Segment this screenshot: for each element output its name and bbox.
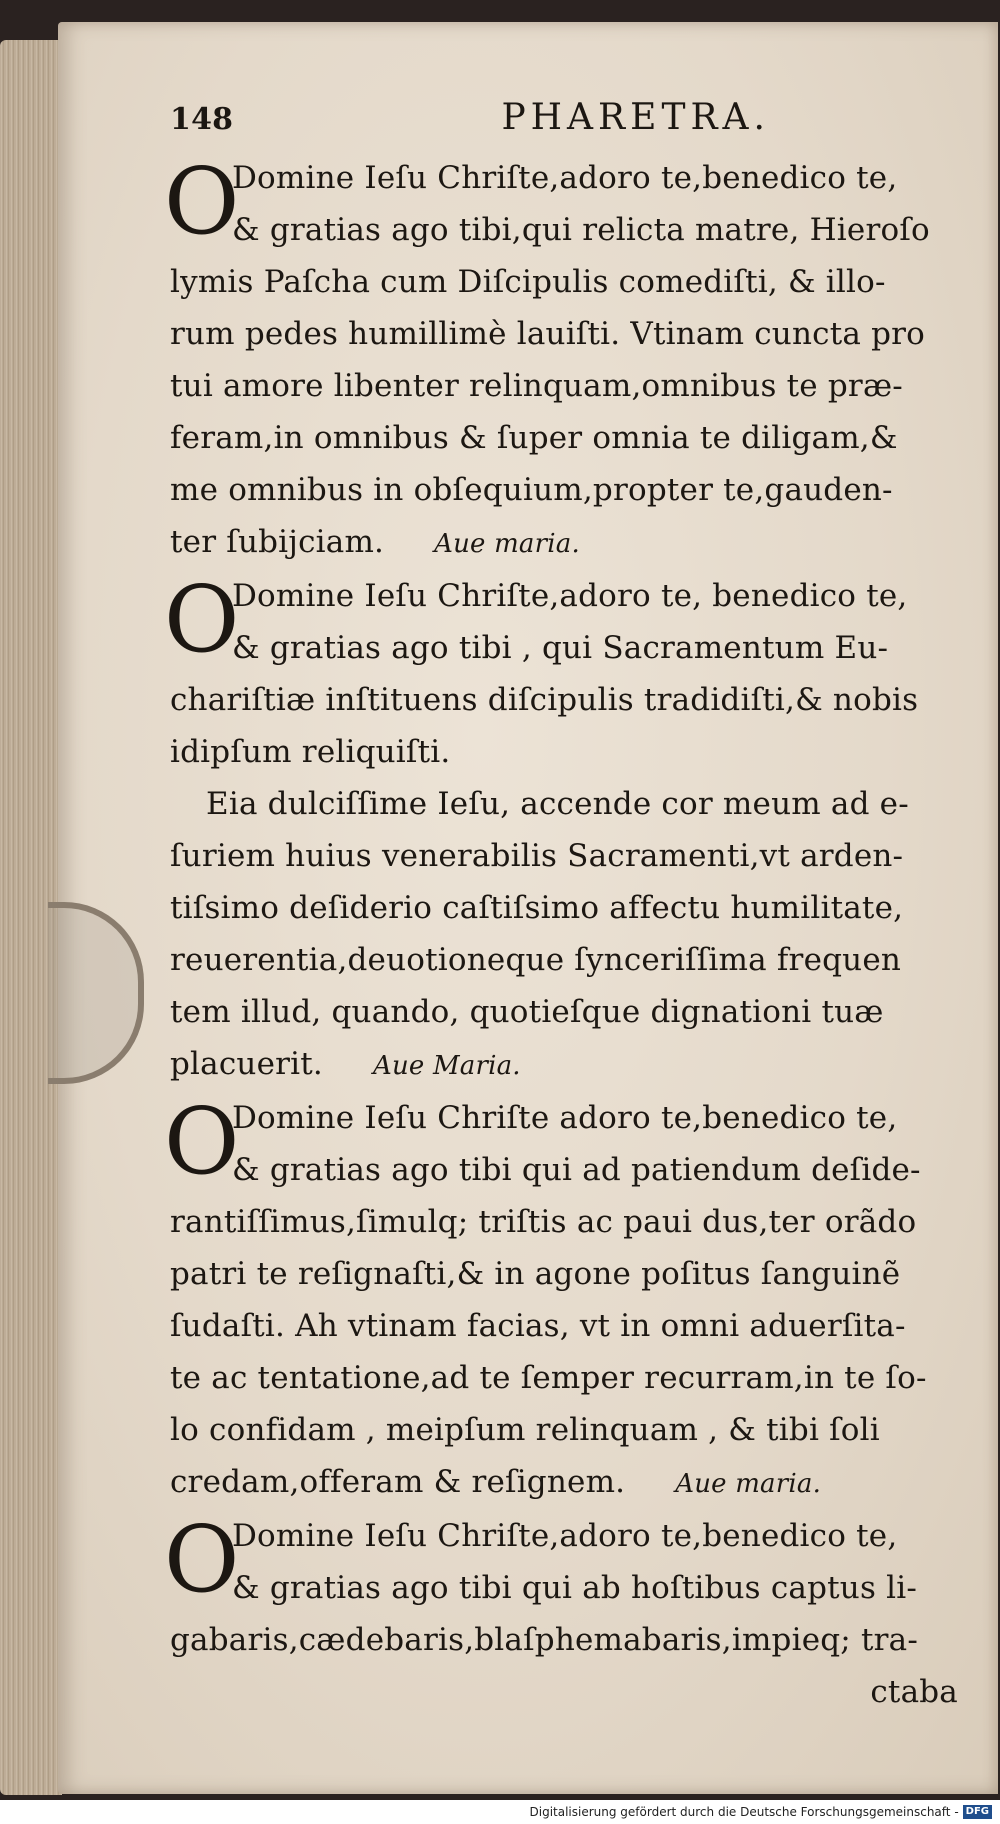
text-line: reuerentia,deuotioneque ſynceriſſima frequen [170, 942, 902, 978]
text-line: tui amore libenter relinquam,omnibus te præ- [170, 368, 903, 404]
text-line-with-refrain [170, 516, 970, 570]
ave-maria-refrain: Aue Maria. [372, 1051, 521, 1081]
text-line: rantiſſimus,ſimulq; triſtis ac paui dus,ter orãdo [170, 1204, 917, 1240]
funding-credit: Digitalisierung gefördert durch die Deutsche Forschungsgemeinschaft - [529, 1805, 959, 1819]
text-line: & gratias ago tibi qui ad patiendum deſide- [232, 1152, 921, 1188]
text-line: ſuriem huius venerabilis Sacramenti,vt arden- [170, 838, 904, 874]
text-line: ter ſubijciam. [170, 524, 385, 560]
prayer-1 [164, 148, 970, 570]
ave-maria-refrain: Aue maria. [675, 1469, 822, 1499]
text-line: tiſsimo deſiderio caſtiſsimo affectu humilitate, [170, 890, 904, 926]
digitization-footer [0, 1800, 1000, 1824]
text-line: tem illud, quando, quotieſque dignationi tuæ [170, 994, 884, 1030]
text-line: lo confidam , meipſum relinquam , & tibi ſoli [170, 1412, 880, 1448]
text-line: idipſum reliquiſti. [170, 734, 451, 770]
text-line: lymis Paſcha cum Diſcipulis comediſti, & illo- [170, 264, 886, 300]
page-text [164, 92, 970, 1718]
text-line: te ac tentatione,ad te ſemper recurram,in te ſo- [170, 1360, 927, 1396]
text-line: placuerit. [170, 1046, 323, 1082]
text-line: ſudaſti. Ah vtinam facias, vt in omni aduerſita- [170, 1308, 906, 1344]
text-line: Domine Ieſu Chriſte,adoro te,benedico te, [232, 160, 898, 196]
text-line: & gratias ago tibi,qui relicta matre, Hieroſo [232, 212, 930, 248]
text-line: me omnibus in obſequium,propter te,gauden- [170, 472, 893, 508]
text-line: credam,offeram & reſignem. [170, 1464, 626, 1500]
dfg-logo-badge: DFG [963, 1805, 992, 1819]
text-line: Domine Ieſu Chriſte,adoro te, benedico te, [232, 578, 908, 614]
drop-cap-initial: O [164, 566, 240, 673]
prayer-2 [164, 566, 970, 1092]
text-line: chariſtiæ inſtituens diſcipulis tradidiſti,& nobis [170, 682, 919, 718]
page-header [170, 92, 770, 152]
text-line: Domine Ieſu Chriſte adoro te,benedico te, [232, 1100, 898, 1136]
text-line-with-refrain [170, 1038, 970, 1092]
book-clasp [48, 902, 144, 1084]
text-line: & gratias ago tibi , qui Sacramentum Eu- [232, 630, 889, 666]
drop-cap-initial: O [164, 1088, 240, 1195]
text-line: Domine Ieſu Chriſte,adoro te,benedico te, [232, 1518, 898, 1554]
catchword: ctaba [870, 1674, 958, 1710]
text-line-with-refrain [170, 1456, 970, 1510]
prayer-3 [164, 1088, 970, 1510]
text-line: gabaris,cædebaris,blaſphemabaris,impieq; tra- [170, 1622, 919, 1658]
ave-maria-refrain: Aue maria. [434, 529, 580, 559]
text-line: & gratias ago tibi qui ab hoſtibus captus li- [232, 1570, 918, 1606]
prayer-4 [164, 1506, 970, 1666]
text-line: feram,in omnibus & ſuper omnia te diligam,& [170, 420, 898, 456]
text-line: patri te reſignaſti,& in agone poſitus ſanguinẽ [170, 1256, 901, 1292]
text-line: Eia dulciſſime Ieſu, accende cor meum ad e- [206, 786, 909, 822]
running-title: PHARETRA. [501, 97, 770, 138]
drop-cap-initial: O [164, 148, 240, 255]
drop-cap-initial: O [164, 1506, 240, 1613]
text-line: rum pedes humillimè lauiſti. Vtinam cuncta pro [170, 316, 926, 352]
page-number: 148 [170, 102, 234, 137]
